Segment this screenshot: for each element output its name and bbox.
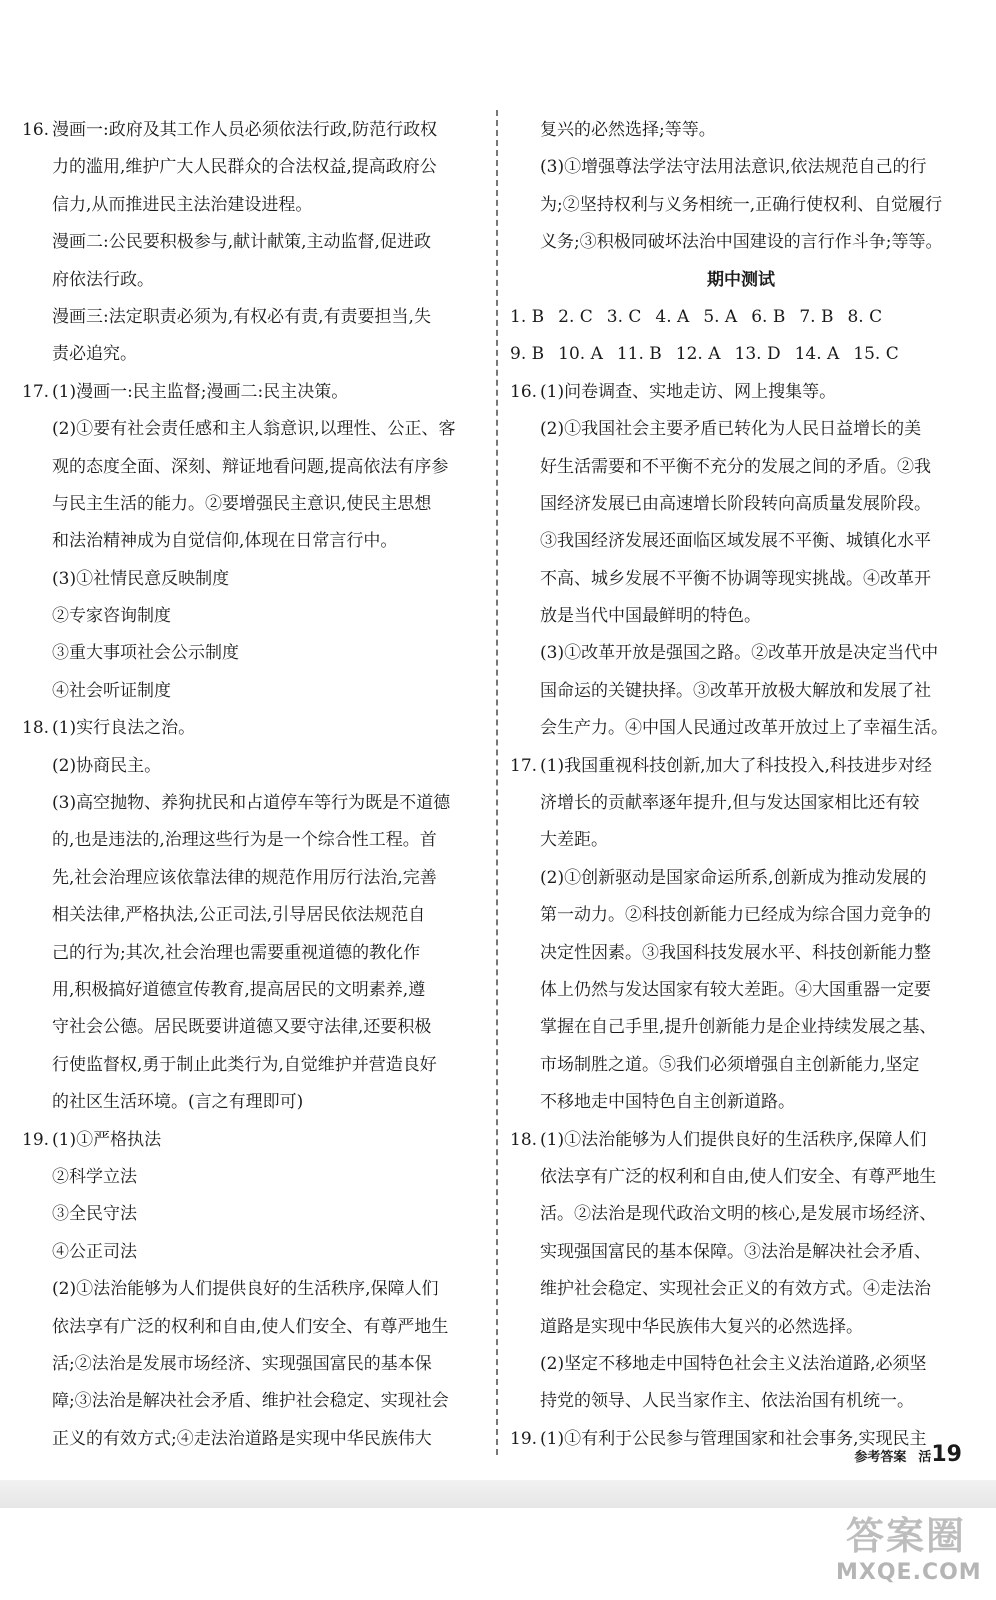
text-line xyxy=(22,486,488,523)
question-number: 16. xyxy=(22,120,50,140)
line-text: 持党的领导、人民当家作主、依法治国有机统一。 xyxy=(540,1391,914,1412)
line-text: (3)①社情民意反映制度 xyxy=(52,568,230,589)
watermark-url: MXQE.COM xyxy=(836,1560,982,1585)
text-line xyxy=(22,1346,488,1383)
mc-answer: 15. C xyxy=(853,344,899,365)
text-line xyxy=(22,598,488,635)
text-line xyxy=(510,1234,972,1271)
line-text: 不高、城乡发展不平衡不协调等现实挑战。④改革开 xyxy=(540,568,931,589)
text-line xyxy=(22,748,488,785)
text-line xyxy=(510,561,972,598)
line-text: 用,积极搞好道德宣传教育,提高居民的文明素养,遵 xyxy=(52,979,426,1000)
text-line xyxy=(510,598,972,635)
line-text: 为;②坚持权利与义务相统一,正确行使权利、自觉履行 xyxy=(540,194,943,215)
text-line xyxy=(510,1271,972,1308)
mc-answer: 10. A xyxy=(558,344,603,365)
text-line xyxy=(22,523,488,560)
watermark-logo xyxy=(836,1505,982,1595)
question-number: 18. xyxy=(510,1129,538,1150)
line-text: ④公正司法 xyxy=(52,1241,137,1262)
text-line xyxy=(510,449,972,486)
scan-artifact-band xyxy=(0,1480,996,1508)
line-text: 市场制胜之道。⑤我们必须增强自主创新能力,坚定 xyxy=(540,1054,920,1075)
text-line xyxy=(510,187,972,224)
line-text: (2)坚定不移地走中国特色社会主义法治道路,必须坚 xyxy=(540,1353,927,1374)
line-text: 的,也是违法的,治理这些行为是一个综合性工程。首 xyxy=(52,830,437,851)
text-line xyxy=(22,1159,488,1196)
text-line xyxy=(510,523,972,560)
text-line xyxy=(510,1196,972,1233)
text-line xyxy=(510,972,972,1009)
line-text: 第一动力。②科技创新能力已经成为综合国力竞争的 xyxy=(540,905,931,926)
text-line xyxy=(510,411,972,448)
left-column xyxy=(22,112,488,1458)
question-number: 17. xyxy=(22,381,50,402)
line-text: 国经济发展已由高速增长阶段转向高质量发展阶段。 xyxy=(540,493,931,514)
line-text: 义务;③积极同破坏法治中国建设的言行作斗争;等等。 xyxy=(540,232,943,253)
text-line xyxy=(510,1009,972,1046)
line-text: (2)①创新驱动是国家命运所系,创新成为推动发展的 xyxy=(540,867,927,888)
line-text: (1)我国重视科技创新,加大了科技投入,科技进步对经 xyxy=(540,755,932,776)
line-text: 府依法行政。 xyxy=(52,269,154,290)
text-line xyxy=(22,299,488,336)
line-text: (1)实行良法之治。 xyxy=(52,718,196,739)
mc-answer: 9. B xyxy=(510,344,545,365)
text-line xyxy=(22,112,488,149)
text-line xyxy=(22,336,488,373)
line-text: 漫画一:政府及其工作人员必须依法行政,防范行政权 xyxy=(52,120,438,140)
text-line xyxy=(510,1346,972,1383)
text-line xyxy=(22,710,488,747)
mc-answer: 4. A xyxy=(655,306,690,327)
mc-answer: 1. B xyxy=(510,306,545,327)
line-text: 不移地走中国特色自主创新道路。 xyxy=(540,1092,795,1113)
text-line xyxy=(22,1271,488,1308)
line-text: 复兴的必然选择;等等。 xyxy=(540,120,716,140)
text-line xyxy=(22,785,488,822)
line-text: 和法治精神成为自觉信仰,体现在日常言行中。 xyxy=(52,531,398,552)
line-text: 掌握在自己手里,提升创新能力是企业持续发展之基、 xyxy=(540,1017,937,1038)
text-line xyxy=(22,1309,488,1346)
mc-answer: 8. C xyxy=(847,306,883,327)
mc-answer: 11. B xyxy=(616,344,662,365)
line-text: 道路是实现中华民族伟大复兴的必然选择。 xyxy=(540,1316,863,1337)
line-text: 决定性因素。③我国科技发展水平、科技创新能力整 xyxy=(540,942,931,963)
line-text: ③全民守法 xyxy=(52,1204,137,1225)
mc-answer: 6. B xyxy=(751,306,786,327)
line-text: 与民主生活的能力。②要增强民主意识,使民主思想 xyxy=(52,493,432,514)
text-line xyxy=(22,224,488,261)
text-line xyxy=(510,673,972,710)
line-text: ②专家咨询制度 xyxy=(52,606,171,627)
line-text: 维护社会稳定、实现社会正义的有效方式。④走法治 xyxy=(540,1279,931,1300)
line-text: (1)漫画一:民主监督;漫画二:民主决策。 xyxy=(52,381,349,402)
mc-answer: 13. D xyxy=(734,344,781,365)
line-text: (2)①我国社会主要矛盾已转化为人民日益增长的美 xyxy=(540,419,922,440)
text-line xyxy=(22,149,488,186)
footer-label: 参考答案 xyxy=(854,1450,907,1465)
line-text: 正义的有效方式;④走法治道路是实现中华民族伟大 xyxy=(52,1428,432,1449)
mc-answer: 3. C xyxy=(606,306,642,327)
section-title: 期中测试 xyxy=(707,269,775,290)
text-line xyxy=(22,860,488,897)
text-line xyxy=(510,935,972,972)
mc-answer: 14. A xyxy=(794,344,840,365)
text-line xyxy=(510,710,972,747)
line-text: 放是当代中国最鲜明的特色。 xyxy=(540,606,761,627)
question-number: 16. xyxy=(510,381,538,402)
footer-prefix: 活 xyxy=(918,1450,932,1465)
line-text: (1)①法治能够为人们提供良好的生活秩序,保障人们 xyxy=(540,1129,927,1150)
text-line xyxy=(22,1234,488,1271)
text-line xyxy=(510,822,972,859)
question-number: 19. xyxy=(510,1428,538,1449)
line-text: 相关法律,严格执法,公正司法,引导居民依法规范自 xyxy=(52,905,426,926)
line-text: 障;③法治是解决社会矛盾、维护社会稳定、实现社会 xyxy=(52,1391,449,1412)
line-text: 责必追究。 xyxy=(52,344,137,365)
line-text: 漫画三:法定职责必须为,有权必有责,有责要担当,失 xyxy=(52,306,431,327)
line-text: (1)①有利于公民参与管理国家和社会事务,实现民主 xyxy=(540,1428,927,1449)
text-line xyxy=(510,1084,972,1121)
text-line xyxy=(510,486,972,523)
text-line xyxy=(22,1122,488,1159)
line-text: (1)①严格执法 xyxy=(52,1129,162,1150)
line-text: 漫画二:公民要积极参与,献计献策,主动监督,促进政 xyxy=(52,232,431,253)
text-line xyxy=(22,673,488,710)
text-line xyxy=(510,785,972,822)
line-text: 实现强国富民的基本保障。③法治是解决社会矛盾、 xyxy=(540,1241,931,1262)
text-line xyxy=(22,1421,488,1458)
text-line xyxy=(22,1196,488,1233)
line-text: 先,社会治理应该依靠法律的规范作用厉行法治,完善 xyxy=(52,867,437,888)
line-text: 活。②法治是现代政治文明的核心,是发展市场经济、 xyxy=(540,1204,937,1225)
mc-answers-row-1 xyxy=(510,299,972,336)
right-top-block xyxy=(510,112,972,262)
text-line xyxy=(510,748,972,785)
line-text: 大差距。 xyxy=(540,830,608,851)
line-text: ③重大事项社会公示制度 xyxy=(52,643,239,664)
line-text: 体上仍然与发达国家有较大差距。④大国重器一定要 xyxy=(540,979,931,1000)
line-text: (3)①改革开放是强国之路。②改革开放是决定当代中 xyxy=(540,643,939,664)
question-number: 17. xyxy=(510,755,538,776)
line-text: (2)①法治能够为人们提供良好的生活秩序,保障人们 xyxy=(52,1279,439,1300)
right-column xyxy=(510,112,972,1458)
text-line xyxy=(510,1309,972,1346)
line-text: (3)①增强尊法学法守法用法意识,依法规范自己的行 xyxy=(540,157,927,178)
line-text: 的社区生活环境。(言之有理即可) xyxy=(52,1092,304,1113)
right-bottom-block xyxy=(510,374,972,1458)
line-text: ④社会听证制度 xyxy=(52,680,171,701)
page-number: 19 xyxy=(931,1442,962,1467)
text-line xyxy=(22,897,488,934)
text-line xyxy=(22,411,488,448)
text-line xyxy=(510,1122,972,1159)
text-line xyxy=(510,635,972,672)
line-text: 观的态度全面、深刻、辩证地看问题,提高依法有序参 xyxy=(52,456,449,477)
line-text: 力的滥用,维护广大人民群众的合法权益,提高政府公 xyxy=(52,157,437,178)
text-line xyxy=(510,897,972,934)
page-footer xyxy=(854,1442,962,1467)
mc-answer: 12. A xyxy=(675,344,721,365)
text-line xyxy=(22,972,488,1009)
question-number: 19. xyxy=(22,1129,50,1150)
line-text: 济增长的贡献率逐年提升,但与发达国家相比还有较 xyxy=(540,793,920,814)
text-line xyxy=(510,224,972,261)
watermark-title: 答案圈 xyxy=(845,1514,966,1558)
line-text: 活;②法治是发展市场经济、实现强国富民的基本保 xyxy=(52,1353,432,1374)
question-number: 18. xyxy=(22,718,50,739)
text-line xyxy=(22,1047,488,1084)
text-line xyxy=(22,1383,488,1420)
text-line xyxy=(510,1047,972,1084)
text-line xyxy=(22,374,488,411)
line-text: 依法享有广泛的权利和自由,使人们安全、有尊严地生 xyxy=(540,1166,937,1187)
text-line xyxy=(22,561,488,598)
mc-answer: 5. A xyxy=(703,306,738,327)
text-line xyxy=(22,935,488,972)
line-text: ③我国经济发展还面临区域发展不平衡、城镇化水平 xyxy=(540,531,931,552)
text-line xyxy=(510,149,972,186)
line-text: (1)问卷调查、实地走访、网上搜集等。 xyxy=(540,381,837,402)
text-line xyxy=(510,374,972,411)
text-line xyxy=(510,1383,972,1420)
line-text: (2)协商民主。 xyxy=(52,755,162,776)
text-line xyxy=(22,262,488,299)
line-text: 会生产力。④中国人民通过改革开放过上了幸福生活。 xyxy=(540,718,948,739)
text-line xyxy=(22,635,488,672)
mc-answer: 7. B xyxy=(799,306,834,327)
text-line xyxy=(22,449,488,486)
text-line xyxy=(510,1159,972,1196)
line-text: 依法享有广泛的权利和自由,使人们安全、有尊严地生 xyxy=(52,1316,449,1337)
line-text: 好生活需要和不平衡不充分的发展之间的矛盾。②我 xyxy=(540,456,931,477)
line-text: 行使监督权,勇于制止此类行为,自觉维护并营造良好 xyxy=(52,1054,437,1075)
line-text: 国命运的关键抉择。③改革开放极大解放和发展了社 xyxy=(540,680,931,701)
column-divider xyxy=(496,110,498,1455)
line-text: ②科学立法 xyxy=(52,1166,137,1187)
mc-answer: 2. C xyxy=(558,306,593,327)
line-text: 守社会公德。居民既要讲道德又要守法律,还要积极 xyxy=(52,1017,432,1038)
text-line xyxy=(22,1084,488,1121)
text-line xyxy=(22,187,488,224)
text-line xyxy=(22,822,488,859)
line-text: 信力,从而推进民主法治建设进程。 xyxy=(52,194,313,215)
line-text: 己的行为;其次,社会治理也需要重视道德的教化作 xyxy=(52,942,421,963)
text-line xyxy=(22,1009,488,1046)
text-line xyxy=(510,112,972,149)
footer-page-number-wrap xyxy=(918,1442,962,1467)
mc-answers-row-2 xyxy=(510,336,972,373)
text-line xyxy=(510,860,972,897)
line-text: (2)①要有社会责任感和主人翁意识,以理性、公正、客 xyxy=(52,419,456,440)
line-text: (3)高空抛物、养狗扰民和占道停车等行为既是不道德 xyxy=(52,793,451,814)
